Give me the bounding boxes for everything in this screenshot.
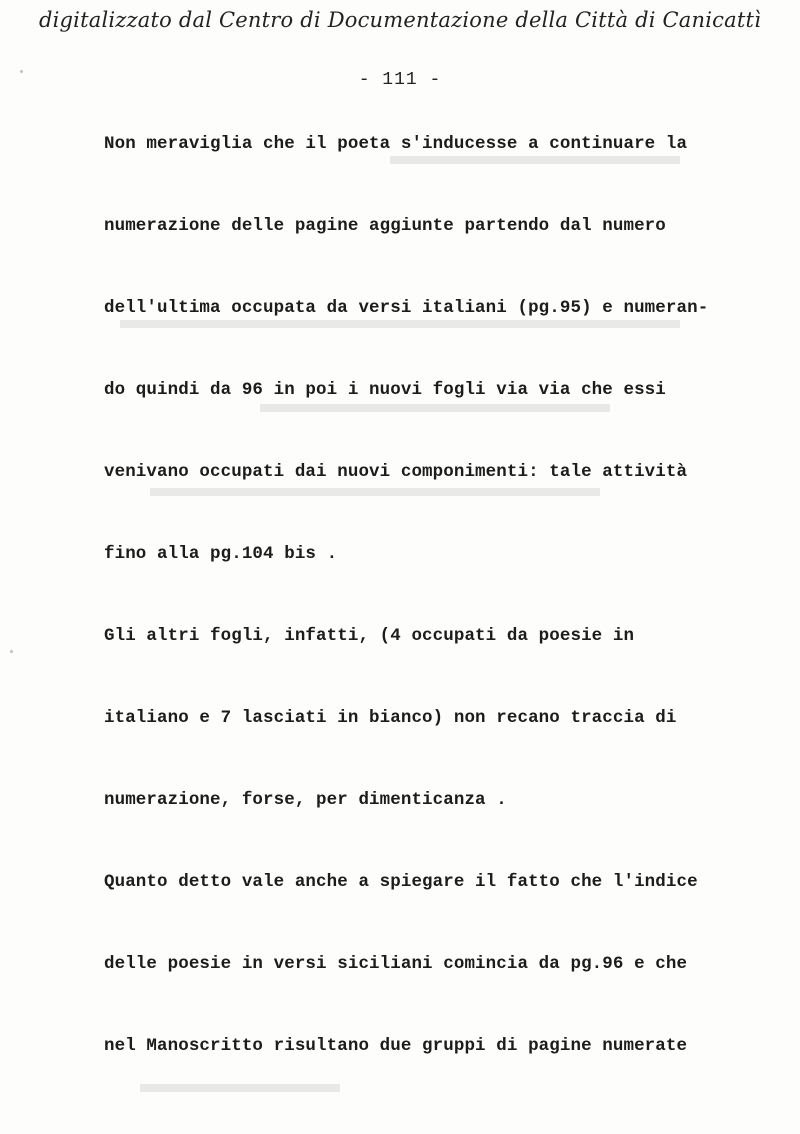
text-line: Quanto detto vale anche a spiegare il fatto che l'indice [104,872,698,892]
text-line: do quindi da 96 in poi i nuovi fogli via via che essi [104,380,666,400]
typewritten-body [104,134,744,1118]
text-line: Non meraviglia che il poeta s'inducesse a continuare la [104,134,688,154]
text-line: nel Manoscritto risultano due gruppi di pagine numerate [104,1036,688,1056]
text-line: delle poesie in versi siciliani comincia da pg.96 e che [104,954,688,974]
text-line: Gli altri fogli, infatti, (4 occupati da poesie in [104,626,635,646]
text-line: fino alla pg.104 bis . [104,544,338,564]
text-line: italiano e 7 lasciati in bianco) non recano traccia di [104,708,677,728]
paper-speck [10,650,13,653]
page-number: - 111 - [358,70,442,90]
digitization-watermark: digitalizzato dal Centro di Documentazione della Città di Canicattì [38,8,762,32]
text-line: venivano occupati dai nuovi componimenti: tale attività [104,462,688,482]
text-line: numerazione delle pagine aggiunte partendo dal numero [104,216,666,236]
text-line: numerazione, forse, per dimenticanza . [104,790,507,810]
text-line: dell'ultima occupata da versi italiani (pg.95) e numeran- [104,298,709,318]
paper-speck [20,70,23,73]
